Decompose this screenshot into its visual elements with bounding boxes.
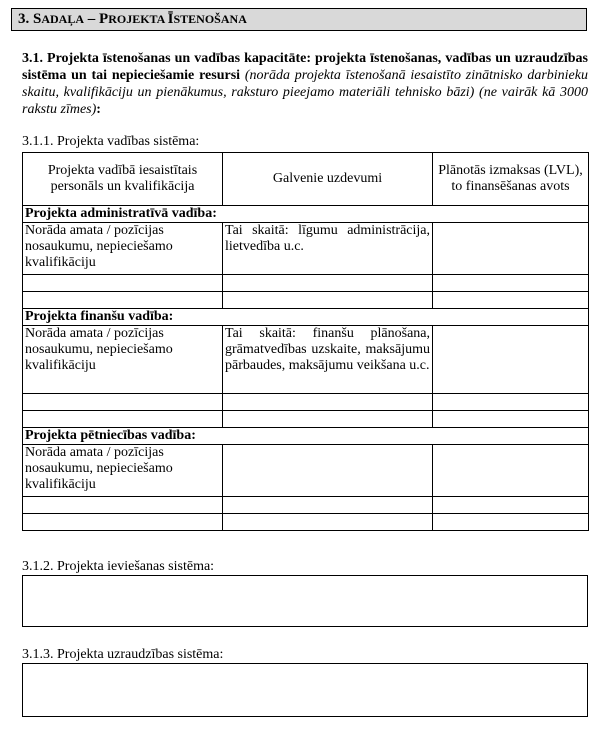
intro-bold: 3.1. Projekta īstenošanas un vadības kapacitāte: projekta īstenošanas, vadības un uzraudzības sistēma un tai nepieciešamie resursi [22, 51, 588, 83]
personnel-cell[interactable]: Norāda amata / pozīcijas nosaukumu, nepieciešamo kvalifikāciju [23, 223, 223, 275]
tasks-cell[interactable] [223, 394, 433, 411]
table-row [23, 223, 589, 275]
costs-cell[interactable] [433, 292, 589, 309]
title-dash: – [84, 11, 100, 27]
group-title-research: Projekta pētniecības vadība: [23, 428, 589, 445]
table-row [23, 514, 589, 531]
group-row [23, 206, 589, 223]
table-row [23, 411, 589, 428]
intro-italic: (norāda projekta īstenošanā iesaistīto zinātnisko darbinieku skaitu, kvalifikāciju un pienākumus, raksturo pieejamo materiāli tehnisko bāzi) (ne vairāk kā 3000 rakstu zīmes) [22, 68, 588, 117]
title-smallcaps: STENOŠANA [173, 12, 247, 26]
title-letter: P [99, 11, 109, 27]
table-row [23, 394, 589, 411]
table-row [23, 445, 589, 497]
management-table [22, 152, 589, 531]
tasks-cell[interactable] [223, 445, 433, 497]
group-title-admin: Projekta administratīvā vadība: [23, 206, 589, 223]
group-title-finance: Projekta finanšu vadība: [23, 309, 589, 326]
title-smallcaps: ROJEKTA [108, 12, 168, 26]
personnel-cell[interactable] [23, 394, 223, 411]
personnel-cell[interactable] [23, 514, 223, 531]
group-row [23, 309, 589, 326]
intro-colon: : [96, 102, 101, 117]
implementation-text-box[interactable] [22, 575, 588, 627]
personnel-cell[interactable]: Norāda amata / pozīcijas nosaukumu, nepieciešamo kvalifikāciju [23, 326, 223, 394]
personnel-cell[interactable] [23, 497, 223, 514]
tasks-cell[interactable] [223, 514, 433, 531]
group-row [23, 428, 589, 445]
subsection-monitoring-label: 3.1.3. Projekta uzraudzības sistēma: [22, 647, 224, 662]
costs-cell[interactable] [433, 445, 589, 497]
monitoring-text-box[interactable] [22, 663, 588, 717]
tasks-cell[interactable] [223, 497, 433, 514]
intro-paragraph [22, 50, 588, 118]
section-header [11, 8, 587, 31]
col-header-costs: Plānotās izmaksas (LVL), to finansēšanas avots [433, 153, 589, 206]
personnel-cell[interactable] [23, 275, 223, 292]
tasks-cell[interactable] [223, 275, 433, 292]
title-smallcaps: ADAĻA [41, 12, 85, 26]
section-number: 3. [18, 11, 30, 27]
costs-cell[interactable] [433, 411, 589, 428]
title-letter: S [33, 11, 42, 27]
table-row [23, 292, 589, 309]
costs-cell[interactable] [433, 223, 589, 275]
costs-cell[interactable] [433, 497, 589, 514]
personnel-cell[interactable]: Norāda amata / pozīcijas nosaukumu, nepieciešamo kvalifikāciju [23, 445, 223, 497]
personnel-cell[interactable] [23, 411, 223, 428]
table-row [23, 275, 589, 292]
tasks-cell[interactable]: Tai skaitā: līgumu administrācija, lietvedība u.c. [223, 223, 433, 275]
subsection-management-label: 3.1.1. Projekta vadības sistēma: [22, 134, 200, 149]
col-header-tasks: Galvenie uzdevumi [223, 153, 433, 206]
subsection-implementation-label: 3.1.2. Projekta ieviešanas sistēma: [22, 559, 215, 574]
table-row [23, 326, 589, 394]
table-row [23, 497, 589, 514]
costs-cell[interactable] [433, 394, 589, 411]
tasks-cell[interactable] [223, 411, 433, 428]
costs-cell[interactable] [433, 275, 589, 292]
tasks-cell[interactable]: Tai skaitā: finanšu plānošana, grāmatvedības uzskaite, maksājumu pārbaudes, maksājumu veikšana u.c. [223, 326, 433, 394]
title-letter: Ī [167, 11, 174, 27]
col-header-personnel: Projekta vadībā iesaistītais personāls un kvalifikācija [23, 153, 223, 206]
tasks-cell[interactable] [223, 292, 433, 309]
table-header-row [23, 153, 589, 206]
personnel-cell[interactable] [23, 292, 223, 309]
costs-cell[interactable] [433, 326, 589, 394]
costs-cell[interactable] [433, 514, 589, 531]
